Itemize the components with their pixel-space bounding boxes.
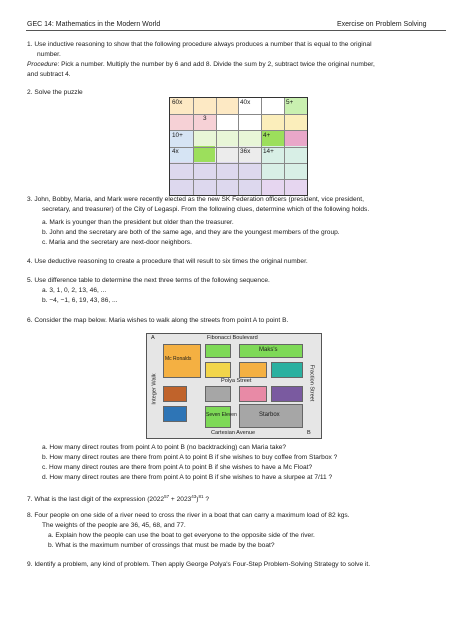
q3-line1: 3. John, Bobby, Maria, and Mark were recently elected as the new SK Federation officers (president, vice president, — [27, 196, 364, 203]
q6-c: c. How many direct routes are there from point A to point B if she wishes to have a Mc Float? — [42, 464, 313, 471]
cage-label: 3 — [203, 115, 207, 122]
q1-procedure-2: and subtract 4. — [27, 71, 71, 78]
purple-block — [271, 386, 303, 402]
q4-text: 4. Use deductive reasoning to create a procedure that will result to six times the original number. — [27, 258, 308, 265]
bottom-street-label: Cartesian Avenue — [211, 430, 256, 436]
q7-end: ? — [203, 496, 210, 504]
q1-line1: 1. Use inductive reasoning to show that the following procedure always produces a number that is equal to the original — [27, 41, 372, 48]
city-map — [146, 333, 322, 439]
cage-block-brightgreen — [193, 146, 215, 162]
cage-label: 14+ — [263, 148, 274, 155]
green-block — [205, 344, 231, 358]
q8-line2: The weights of the people are 36, 45, 68, and 77. — [42, 522, 186, 529]
q7-plus: + 2023 — [169, 496, 192, 504]
left-street-label: Integer Walk — [151, 373, 158, 405]
cage-block-pink-2 — [284, 130, 307, 146]
q7-prefix: 7. What is the last digit of the expression (2022 — [27, 496, 165, 504]
point-b-label: B — [307, 430, 311, 436]
cage-label: 4x — [172, 148, 179, 155]
kenken-puzzle — [169, 97, 308, 196]
seven-eleven-label: Seven Eleven — [206, 412, 237, 418]
q3-line2: secretary, and treasurer) of the City of Legaspi. From the following clues, determine which of the following holds. — [42, 206, 370, 213]
procedure-text-1: : Pick a number. Multiply the number by 6 and add 8. Divide the sum by 2, subtract twice the original number, — [57, 61, 375, 68]
course-title: GEC 14: Mathematics in the Modern World — [27, 21, 161, 28]
q6-a: a. How many direct routes from point A to point B (no backtracking) can Maria take? — [42, 444, 287, 451]
orange-block — [239, 362, 267, 378]
cage-label: 10+ — [172, 132, 183, 139]
grid-line — [170, 147, 307, 148]
point-a-label: A — [151, 335, 155, 341]
worksheet-title: Exercise on Problem Solving — [337, 21, 427, 28]
q5-text: 5. Use difference table to determine the next three terms of the following sequence. — [27, 277, 270, 284]
cage-label: 40x — [240, 99, 251, 106]
q8-b: b. What is the maximum number of crossings that must be made by the boat? — [48, 542, 275, 549]
q7-close: ) — [196, 496, 199, 504]
grey-block — [205, 386, 231, 402]
cage-label: 60x — [172, 99, 183, 106]
q3-clue-a: a. Mark is younger than the president but older than the treasurer. — [42, 219, 234, 226]
starbox-label: Starbox — [259, 412, 280, 418]
q6-d: d. How many direct routes are there from point A to point B if she wishes to have a slurpee at 7/11 ? — [42, 474, 333, 481]
q7-text — [27, 493, 209, 504]
blue-block — [163, 406, 187, 422]
mc-ronalds-label: Mc Ronalds — [165, 356, 192, 362]
cage-label: 4+ — [263, 132, 271, 139]
q1-procedure — [27, 61, 375, 69]
q3-clue-b: b. John and the secretary are both of the same age, and they are the youngest members of the group. — [42, 229, 340, 236]
teal-block — [271, 362, 303, 378]
cage-block-lightgreen — [193, 130, 261, 146]
grid-line — [170, 130, 307, 131]
cage-label: 5+ — [286, 99, 294, 106]
q5-a: a. 3, 1, 0, 2, 13, 46, ... — [42, 287, 107, 294]
q5-b: b. −4, −1, 6, 19, 43, 86, ... — [42, 297, 118, 304]
right-street-label: Fraction Street — [308, 364, 315, 402]
q2-text: 2. Solve the puzzle — [27, 89, 83, 96]
q8-a: a. Explain how the people can use the boat to get everyone to the opposite side of the river. — [48, 532, 315, 539]
q7-exp2: 43 — [191, 494, 197, 499]
yellow-block — [205, 362, 231, 378]
cage-label: 36x — [240, 148, 251, 155]
q8-line1: 8. Four people on one side of a river need to cross the river in a boat that can carry a maximum load of 82 kgs. — [27, 512, 350, 519]
middle-street-label: Polya Street — [221, 378, 252, 384]
q1-line2: number. — [37, 51, 61, 58]
maks-label: Maks's — [259, 347, 278, 353]
q3-clue-c: c. Maria and the secretary are next-door neighbors. — [42, 239, 192, 246]
grid-line — [170, 163, 307, 164]
grid-line — [170, 179, 307, 180]
q9-text: 9. Identify a problem, any kind of problem. Then apply George Polya's Four-Step Problem-Solving Strategy to solve it. — [27, 561, 371, 568]
grid-line — [170, 114, 307, 115]
brown-block — [163, 386, 187, 402]
q6-b: b. How many direct routes are there from point A to point B if she wishes to buy coffee from Starbox ? — [42, 454, 338, 461]
header-rule — [26, 30, 446, 31]
q7-exp1: 57 — [164, 494, 170, 499]
q6-text: 6. Consider the map below. Maria wishes to walk along the streets from point A to point B. — [27, 317, 289, 324]
pink-block — [239, 386, 267, 402]
top-street-label: Fibonacci Boulevard — [207, 335, 258, 341]
q7-exp3: 81 — [198, 494, 204, 499]
procedure-label: Procedure — [27, 61, 58, 68]
